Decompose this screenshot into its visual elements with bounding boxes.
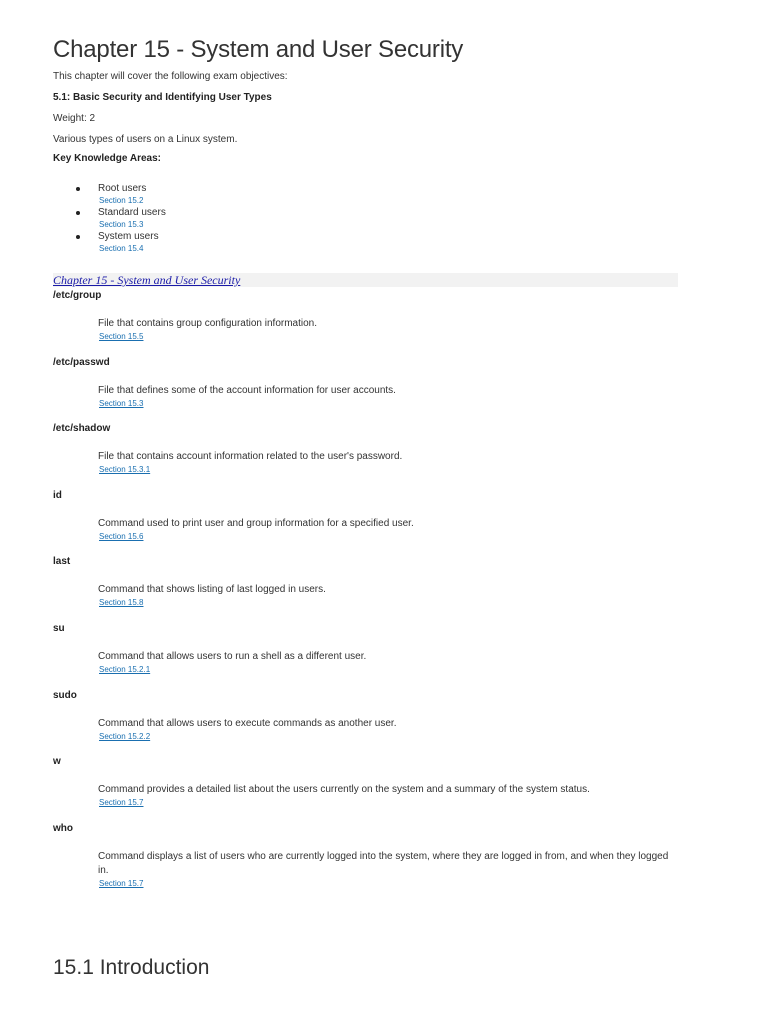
bullet-icon [76, 235, 80, 239]
key-area-section-link[interactable]: Section 15.3 [99, 220, 144, 229]
section-heading: 15.1 Introduction [53, 956, 210, 979]
term-section-link[interactable]: Section 15.3 [99, 398, 144, 408]
chapter-intro: This chapter will cover the following exam objectives: [53, 71, 288, 82]
glossary-term [53, 490, 678, 557]
term-definition-block [98, 384, 678, 410]
bullet-icon [76, 211, 80, 215]
objective-heading: 5.1: Basic Security and Identifying User Types [53, 92, 272, 103]
objective-weight: Weight: 2 [53, 113, 96, 124]
term-section-link[interactable]: Section 15.2.1 [99, 664, 151, 674]
term-name: su [53, 622, 65, 634]
key-area-label: System users [98, 231, 159, 242]
term-section-link[interactable]: Section 15.7 [99, 798, 144, 808]
term-definition: File that contains account information related to the user's password. [98, 451, 403, 463]
term-name: /etc/passwd [53, 356, 110, 368]
term-name: w [53, 756, 61, 768]
term-name: id [53, 489, 62, 501]
term-name: /etc/group [53, 290, 102, 301]
glossary-term [53, 823, 678, 890]
term-definition-block [98, 783, 678, 809]
key-knowledge-heading: Key Knowledge Areas: [53, 153, 161, 164]
glossary-term [53, 756, 678, 823]
term-definition: File that contains group configuration information. [98, 318, 318, 329]
term-definition: Command that allows users to run a shell as a different user. [98, 650, 367, 662]
term-name: who [53, 822, 73, 834]
bullet-icon [76, 187, 80, 191]
glossary-chapter-link[interactable]: Chapter 15 - System and User Security [53, 273, 241, 287]
term-definition: Command that shows listing of last logged in users. [98, 584, 326, 596]
term-section-link[interactable]: Section 15.5 [99, 332, 144, 341]
term-definition: Command provides a detailed list about the users currently on the system and a summary of the system status. [98, 784, 590, 796]
term-definition-block [98, 450, 678, 476]
term-definition-block [98, 650, 678, 676]
term-definition: File that defines some of the account information for user accounts. [98, 384, 396, 396]
glossary-term [53, 423, 678, 490]
term-section-link[interactable]: Section 15.2.2 [99, 731, 151, 741]
term-definition-block [98, 517, 678, 543]
glossary-term [53, 690, 678, 757]
glossary-term [53, 556, 678, 623]
term-definition-block [98, 317, 678, 343]
term-name: last [53, 556, 71, 568]
key-area-label: Root users [98, 183, 147, 194]
term-name: /etc/shadow [53, 423, 111, 435]
term-definition: Command displays a list of users who are currently logged into the system, where they are logged in from, and when they logged in. [98, 850, 669, 876]
glossary-term [53, 357, 678, 424]
key-area-section-link[interactable]: Section 15.4 [99, 244, 144, 253]
term-definition-block [98, 583, 678, 609]
objective-description: Various types of users on a Linux system. [53, 134, 238, 145]
term-definition-block [98, 717, 678, 743]
glossary-terms [53, 290, 678, 889]
term-section-link[interactable]: Section 15.7 [99, 878, 144, 888]
glossary-term [53, 290, 678, 357]
key-area-section-link[interactable]: Section 15.2 [99, 196, 144, 205]
key-area-label: Standard users [98, 207, 166, 218]
term-definition: Command that allows users to execute commands as another user. [98, 717, 397, 729]
term-section-link[interactable]: Section 15.6 [99, 531, 144, 541]
term-section-link[interactable]: Section 15.3.1 [99, 465, 151, 475]
term-name: sudo [53, 689, 77, 701]
chapter-title: Chapter 15 - System and User Security [53, 36, 464, 63]
term-section-link[interactable]: Section 15.8 [99, 598, 144, 608]
term-definition: Command used to print user and group information for a specified user. [98, 517, 414, 529]
term-definition-block [98, 850, 678, 890]
glossary-term [53, 623, 678, 690]
